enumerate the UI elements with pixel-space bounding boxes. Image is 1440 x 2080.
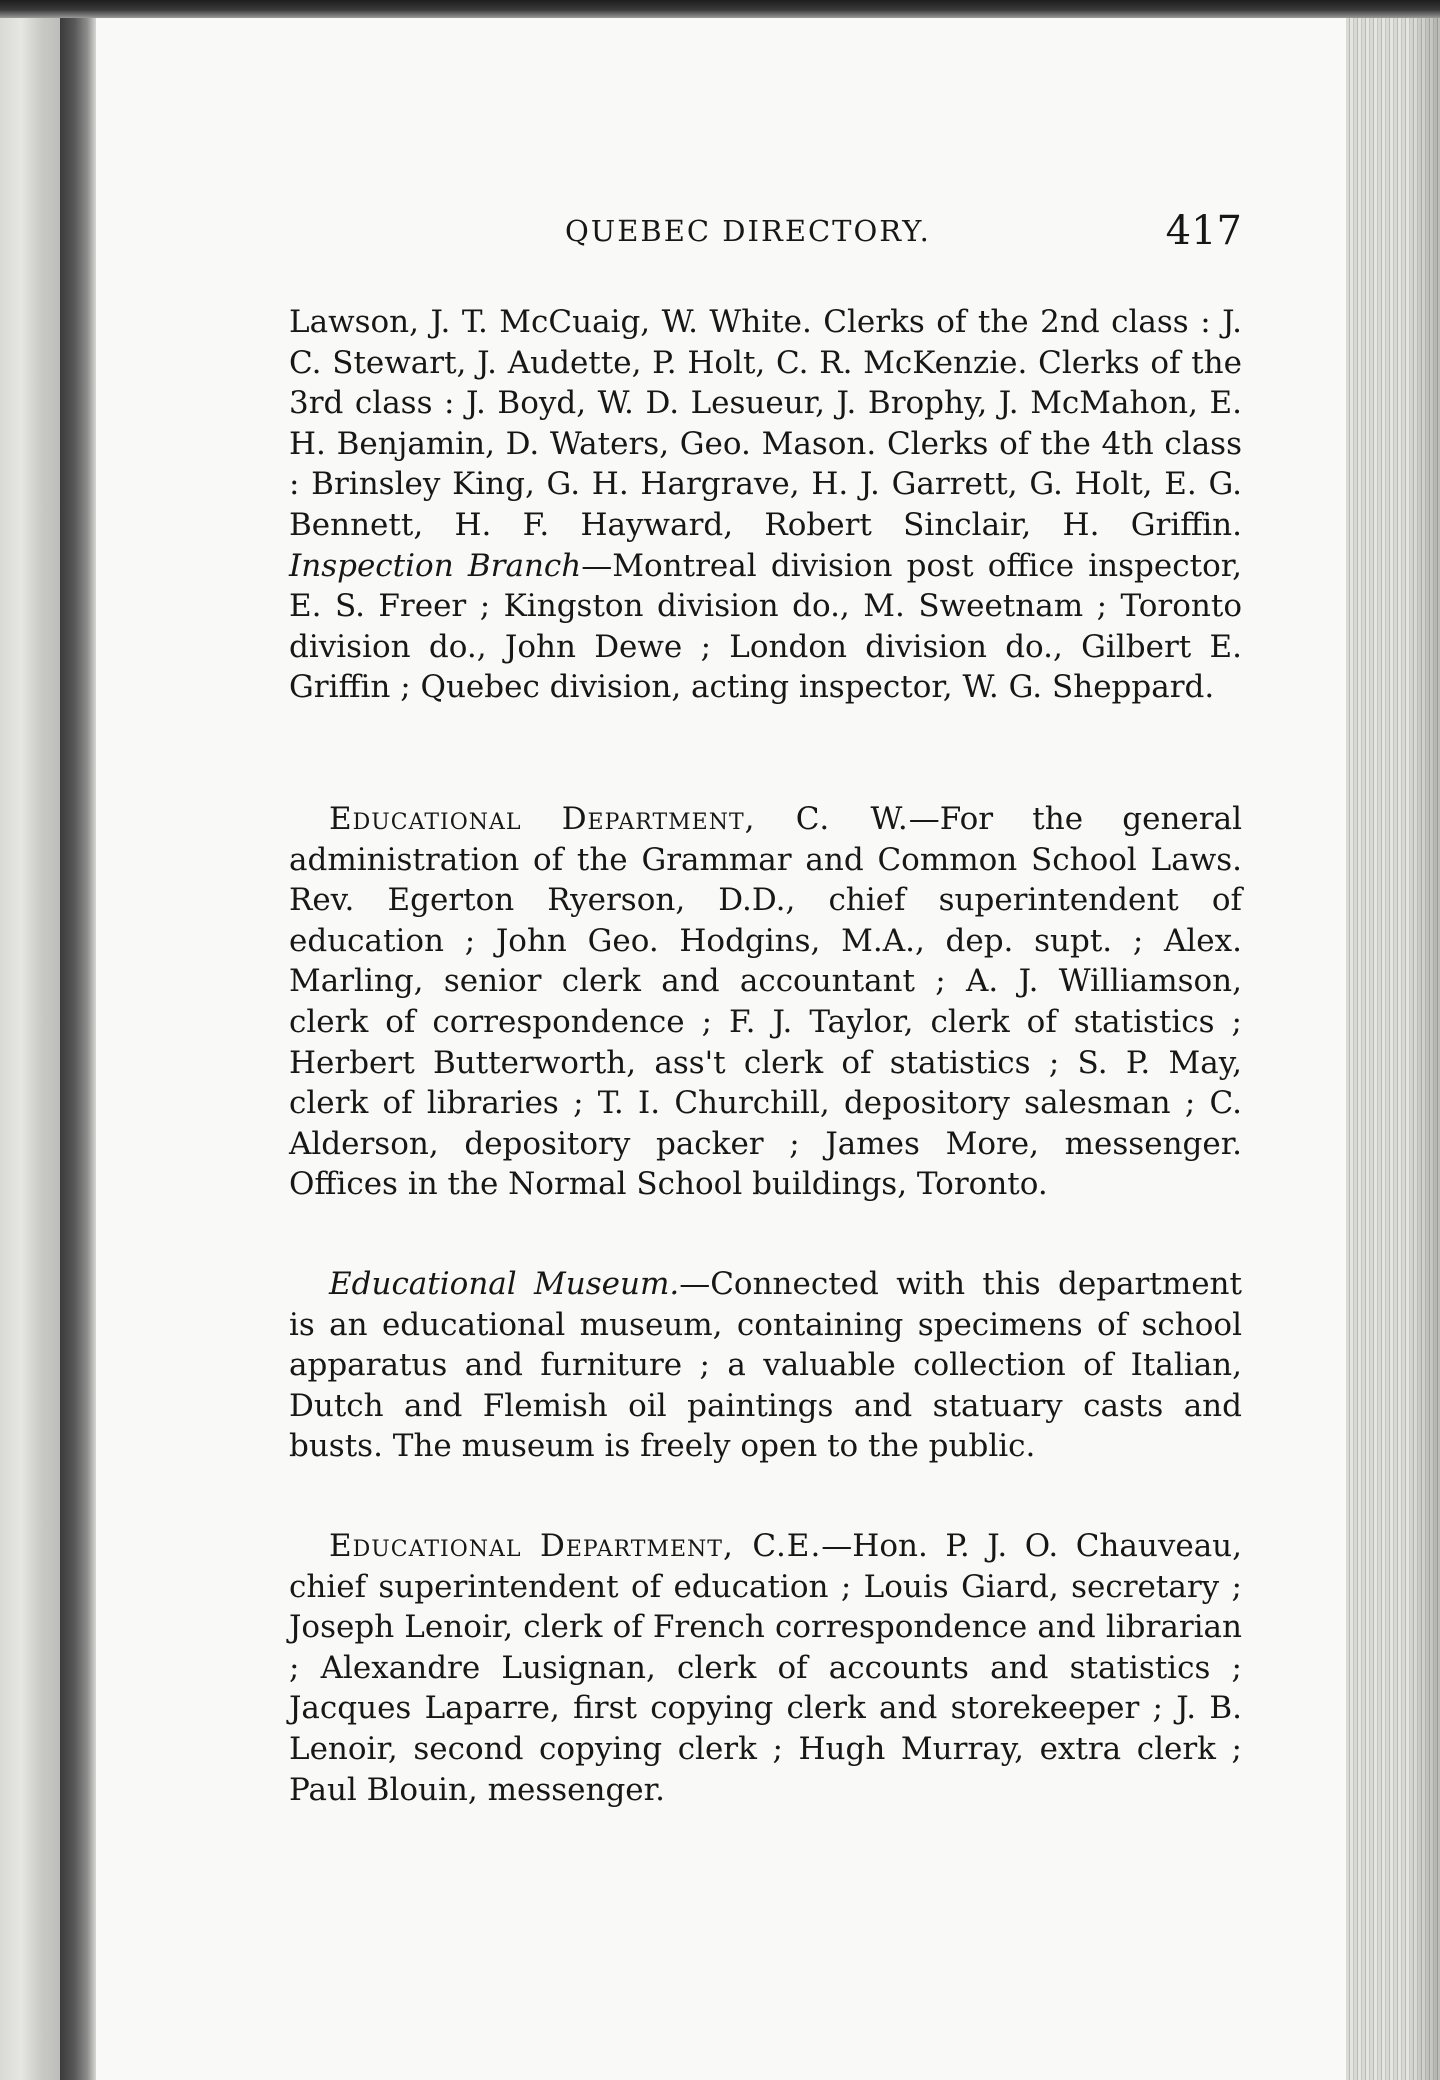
running-head: [289, 205, 1242, 257]
paragraph-text: —For the general administration of the Grammar and Common School Laws. Rev. Egerton Ryerson, D.D., chief superintendent of education ; John Geo. Hodgins, M.A., dep. supt. ; Alex. Marling, senior clerk and accountant ; A. J. Williamson, clerk of correspondence ; F. J. Taylor, clerk of statistics ; Herbert Butterworth, ass't clerk of statistics ; S. P. May, clerk of libraries ; T. I. Churchill, depository salesman ; C. Alderson, depository packer ; James More, messenger. Offices in the Normal School buildings, Toronto.: [289, 801, 1242, 1203]
paragraph-educational-museum: [289, 1264, 1242, 1467]
paragraph-post-office-continued: [289, 302, 1242, 708]
book-gutter-shadow: [60, 18, 96, 2080]
section-heading-educational-museum: Educational Museum.: [329, 1266, 680, 1302]
section-heading-educational-department-ce: Educational Department, C.E.: [329, 1528, 822, 1564]
paragraph-text: —Connected with this department is an educational museum, containing specimens of school apparatus and furniture ; a valuable collection of Italian, Dutch and Flemish oil paintings and statuary casts and busts. The museum is freely open to the public.: [289, 1266, 1242, 1465]
page-sheet: [96, 18, 1346, 2080]
page-edges-right: [1346, 18, 1440, 2080]
page-number: 417: [1165, 208, 1242, 254]
section-heading-inspection-branch: Inspection Branch: [289, 547, 582, 584]
section-heading-educational-department-cw: Educational Department, C. W.: [329, 801, 909, 837]
paragraph-educational-department-cw: [289, 799, 1242, 1205]
running-title: QUEBEC DIRECTORY.: [565, 214, 931, 248]
paragraph-text: Lawson, J. T. McCuaig, W. White. Clerks of the 2nd class : J. C. Stewart, J. Audette, P. Holt, C. R. McKenzie. Clerks of the 3rd class : J. Boyd, W. D. Lesueur, J. Brophy, J. McMahon, E. H. Benjamin, D. Waters, Geo. Mason. Clerks of the 4th class : Brinsley King, G. H. Hargrave, H. J. Garrett, G. Holt, E. G. Bennett, H. F. Hayward, Robert Sinclair, H. Griffin.: [289, 304, 1242, 543]
scan-top-edge: [0, 0, 1440, 18]
paragraph-text: —Hon. P. J. O. Chauveau, chief superintendent of education ; Louis Giard, secretary ; Joseph Lenoir, clerk of French correspondence and librarian ; Alexandre Lusignan, clerk of accounts and statistics ; Jacques Laparre, first copying clerk and storekeeper ; J. B. Lenoir, second copying clerk ; Hugh Murray, extra clerk ; Paul Blouin, messenger.: [289, 1528, 1242, 1808]
paragraph-text: —Montreal division post office inspector, E. S. Freer ; Kingston division do., M. Sweetnam ; Toronto division do., John Dewe ; London division do., Gilbert E. Griffin ; Quebec division, acting inspector, W. G. Sheppard.: [289, 547, 1242, 706]
paragraph-educational-department-ce: [289, 1526, 1242, 1810]
scan-background-left: [0, 0, 60, 2080]
